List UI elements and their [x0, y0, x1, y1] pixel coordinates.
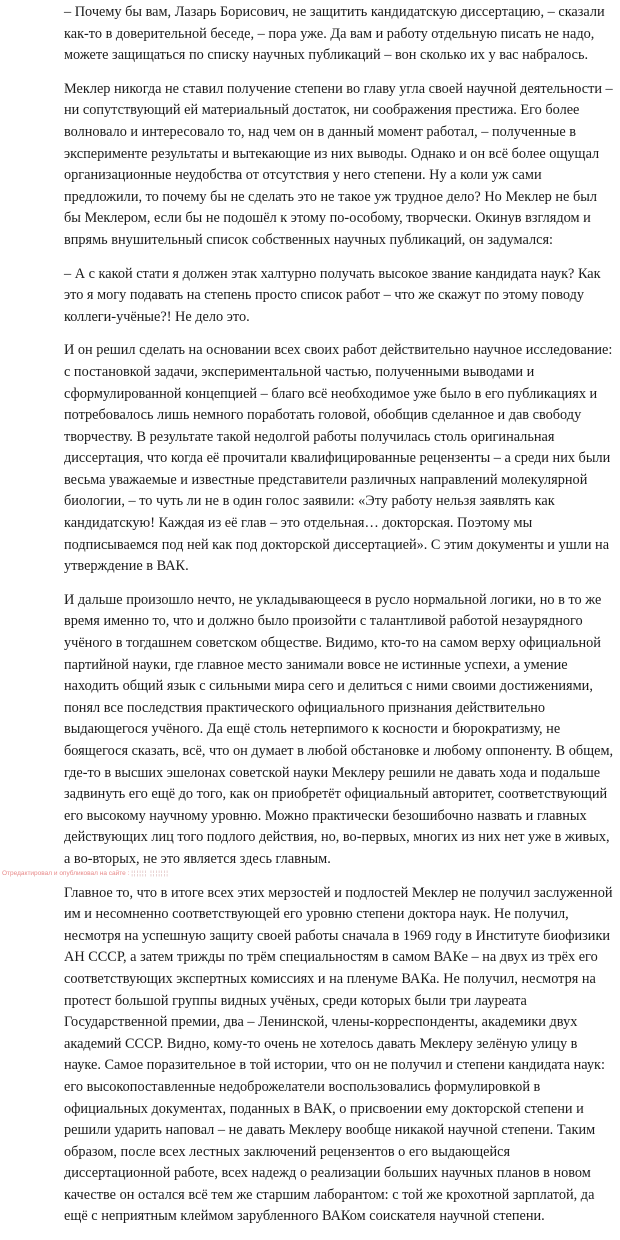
paragraph: И он решил сделать на основании всех своих работ действительно научное исследование: с постановкой задачи, экспериментальной частью, полученными выводами и сформулированной концепцией – благо всё необходимое уже было в его публикациях и потребовалось лишь немного поработать головой, обобщив сделанное и дав свободу творчеству. В результате такой недолгой работы получилась столь оригинальная диссертация, что когда её прочитали квалифицированные рецензенты – а среди них были весьма уважаемые и известные представители различных направлений молекулярной биологии, – то чуть ли не в один голос заявили: «Эту работу нельзя заявлять как кандидатскую! Каждая из её глав – это отдельная… докторская. Поэтому мы подписываемся под ней как под докторской диссертацией». С этим документы и ушли на утверждение в ВАК. [64, 342, 613, 575]
paragraph: – Почему бы вам, Лазарь Борисович, не защитить кандидатскую диссертацию, – сказали как-то в доверительной беседе, – пора уже. Да вам и работу отдельную писать не надо, можете защищаться по списку научных публикаций – вон сколько их у вас набралось. [64, 4, 605, 64]
paragraph: – А с какой стати я должен этак халтурно получать высокое звание кандидата наук? Как это я могу подавать на степень просто список работ – что же скажут по этому поводу коллеги-учёные?! Не дело это. [64, 265, 601, 325]
document-page [64, 2, 616, 1240]
footer-watermark [2, 870, 169, 877]
paragraph: Меклер никогда не ставил получение степени во главу угла своей научной деятельности – ни сопутствующий ей материальный достаток, ни соображения престижа. Его более волновало и интересовало то, над чем он в данный момент работал, – полученные в эксперименте результаты и вытекающие из них выводы. Однако и он всё более ощущал организационные неудобства от отсутствия у него степени. Ну а коли уж сами предложили, то почему бы не сделать это не такое уж трудное дело? Но Меклер не был бы Меклером, если бы не подошёл к этому по-особому, творчески. Окинув взглядом и впрямь внушительный список собственных научных публикаций, он задумался: [64, 80, 613, 248]
footer-text: Отредактировал и опубликовал на сайте : [2, 870, 130, 877]
paragraph: Главное то, что в итоге всех этих мерзостей и подлостей Меклер не получил заслуженной им и несомненно соответствующей его уровню степени доктора наук. Не получил, несмотря на успешную защиту своей работы сначала в 1969 году в Институте биофизики АН СССР, а затем трижды по трём специальностям в самом ВАКе – на двух из трёх его соответствующих экспертных комиссиях и на пленуме ВАКа. Не получил, несмотря на протест большой группы видных учёных, среди которых были три лауреата Государственной премии, два – Ленинской, члены-корреспонденты, академики двух академий СССР. Видно, кому-то очень не хотелось давать Меклеру зелёную улицу в науке. Самое поразительное в той истории, что он не получил и степени кандидата наук: его высокопоставленные недоброжелатели воспользовались формулировкой в официальных документах, поданных в ВАК, о присвоении ему докторской степени и решили ударить наповал – не давать Меклеру вообще никакой научной степени. Таким образом, после всех лестных заключений рецензентов о его выдающейся диссертационной работе, всех надежд о реализации больших научных планов в новом качестве он остался всё тем же старшим лаборантом: с той же крохотной зарплатой, да ещё с неприятным клеймом зарубленного ВАКом соискателя научной степени. [64, 884, 613, 1225]
paragraph: И дальше произошло нечто, не укладывающееся в русло нормальной логики, но в то же время именно то, что и должно было произойти с талантливой работой незаурядного учёного в тогдашнем советском обществе. Видимо, кто-то на самом верху официальной партийной науки, где главное место занимали вовсе не истинные успехи, а умение находить общий язык с сильными мира сего и делиться с ними своими достижениями, понял все последствия практического официального признания действительно выдающегося учёного. Да ещё столь нетерпимого к косности и бюрократизму, не боящегося сказать, всё, что он думает в любой обстановке и любому оппоненту. В общем, где-то в высших эшелонах советской науки Меклеру решили не давать хода и подальше задвинуть его ещё до того, как он приобретёт официальный авторитет, соответствующий его высокому научному уровню. Можно практически безошибочно назвать и главных действующих лиц того подлого действия, но, во-первых, многих из них нет уже в живых, а во-вторых, не это является здесь главным. [64, 591, 614, 867]
footer-garbled-mark: ¦¦¦¦¦¦ ¦¦¦¦¦¦¦ [131, 870, 169, 877]
